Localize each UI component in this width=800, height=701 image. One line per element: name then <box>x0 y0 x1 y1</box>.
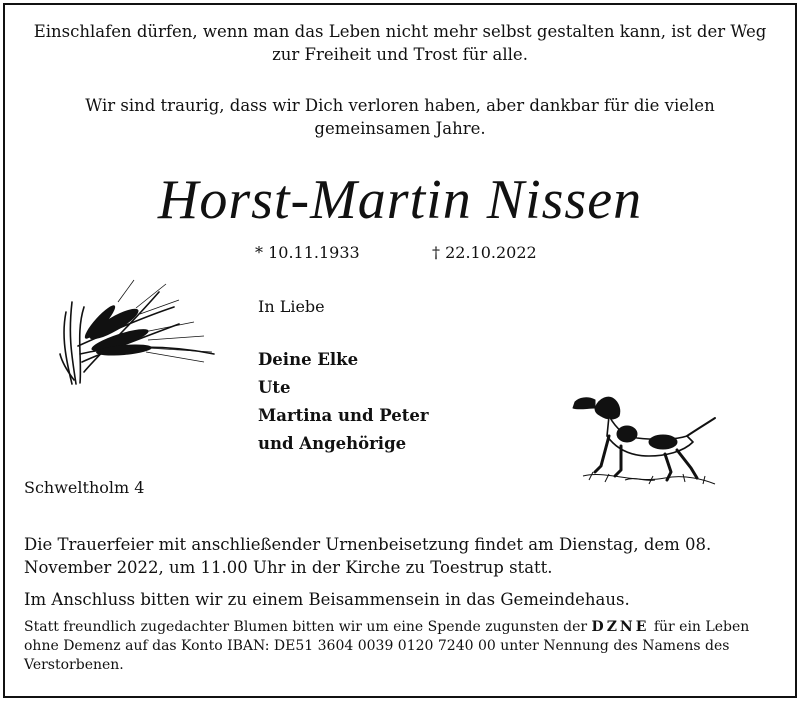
donation-notice <box>24 618 784 675</box>
donation-organization: DZNE <box>591 619 650 635</box>
donation-text-after: für ein Leben ohne Demenz auf das Konto IBAN: DE51 3604 0039 0120 7240 00 unter Nennung des Namens des Verstorbenen. <box>24 619 750 673</box>
address: Schweltholm 4 <box>24 478 145 497</box>
dog-illustration <box>565 380 720 490</box>
wheat-illustration <box>54 262 224 387</box>
sorrow-line-1: Wir sind traurig, dass wir Dich verloren haben, aber dankbar für die vielen <box>85 96 715 115</box>
donation-text-before: Statt freundlich zugedachter Blumen bitten wir um eine Spende zugunsten der <box>24 619 592 635</box>
family-member: Ute <box>258 378 291 397</box>
funeral-notice: Die Trauerfeier mit anschließender Urnenbeisetzung findet am Dienstag, dem 08. November 2022, um 11.00 Uhr in der Kirche zu Toestrup statt. <box>24 535 712 577</box>
family-member: und Angehörige <box>258 434 407 453</box>
family-member: Deine Elke <box>258 350 359 369</box>
quote-line-2: zur Freiheit und Trost für alle. <box>272 45 528 64</box>
family-member: Martina und Peter <box>258 406 429 425</box>
birth-date: * 10.11.1933 <box>255 243 360 262</box>
sorrow-text <box>0 94 800 140</box>
deceased-name: Horst-Martin Nissen <box>157 169 643 231</box>
family-list <box>258 346 429 458</box>
in-love-text: In Liebe <box>258 297 325 316</box>
opening-quote <box>0 20 800 66</box>
sorrow-line-2: gemeinsamen Jahre. <box>314 119 486 138</box>
death-date: † 22.10.2022 <box>432 243 537 262</box>
gathering-notice: Im Anschluss bitten wir zu einem Beisammensein in das Gemeindehaus. <box>24 590 630 609</box>
quote-line-1: Einschlafen dürfen, wenn man das Leben nicht mehr selbst gestalten kann, ist der Weg <box>33 22 767 41</box>
